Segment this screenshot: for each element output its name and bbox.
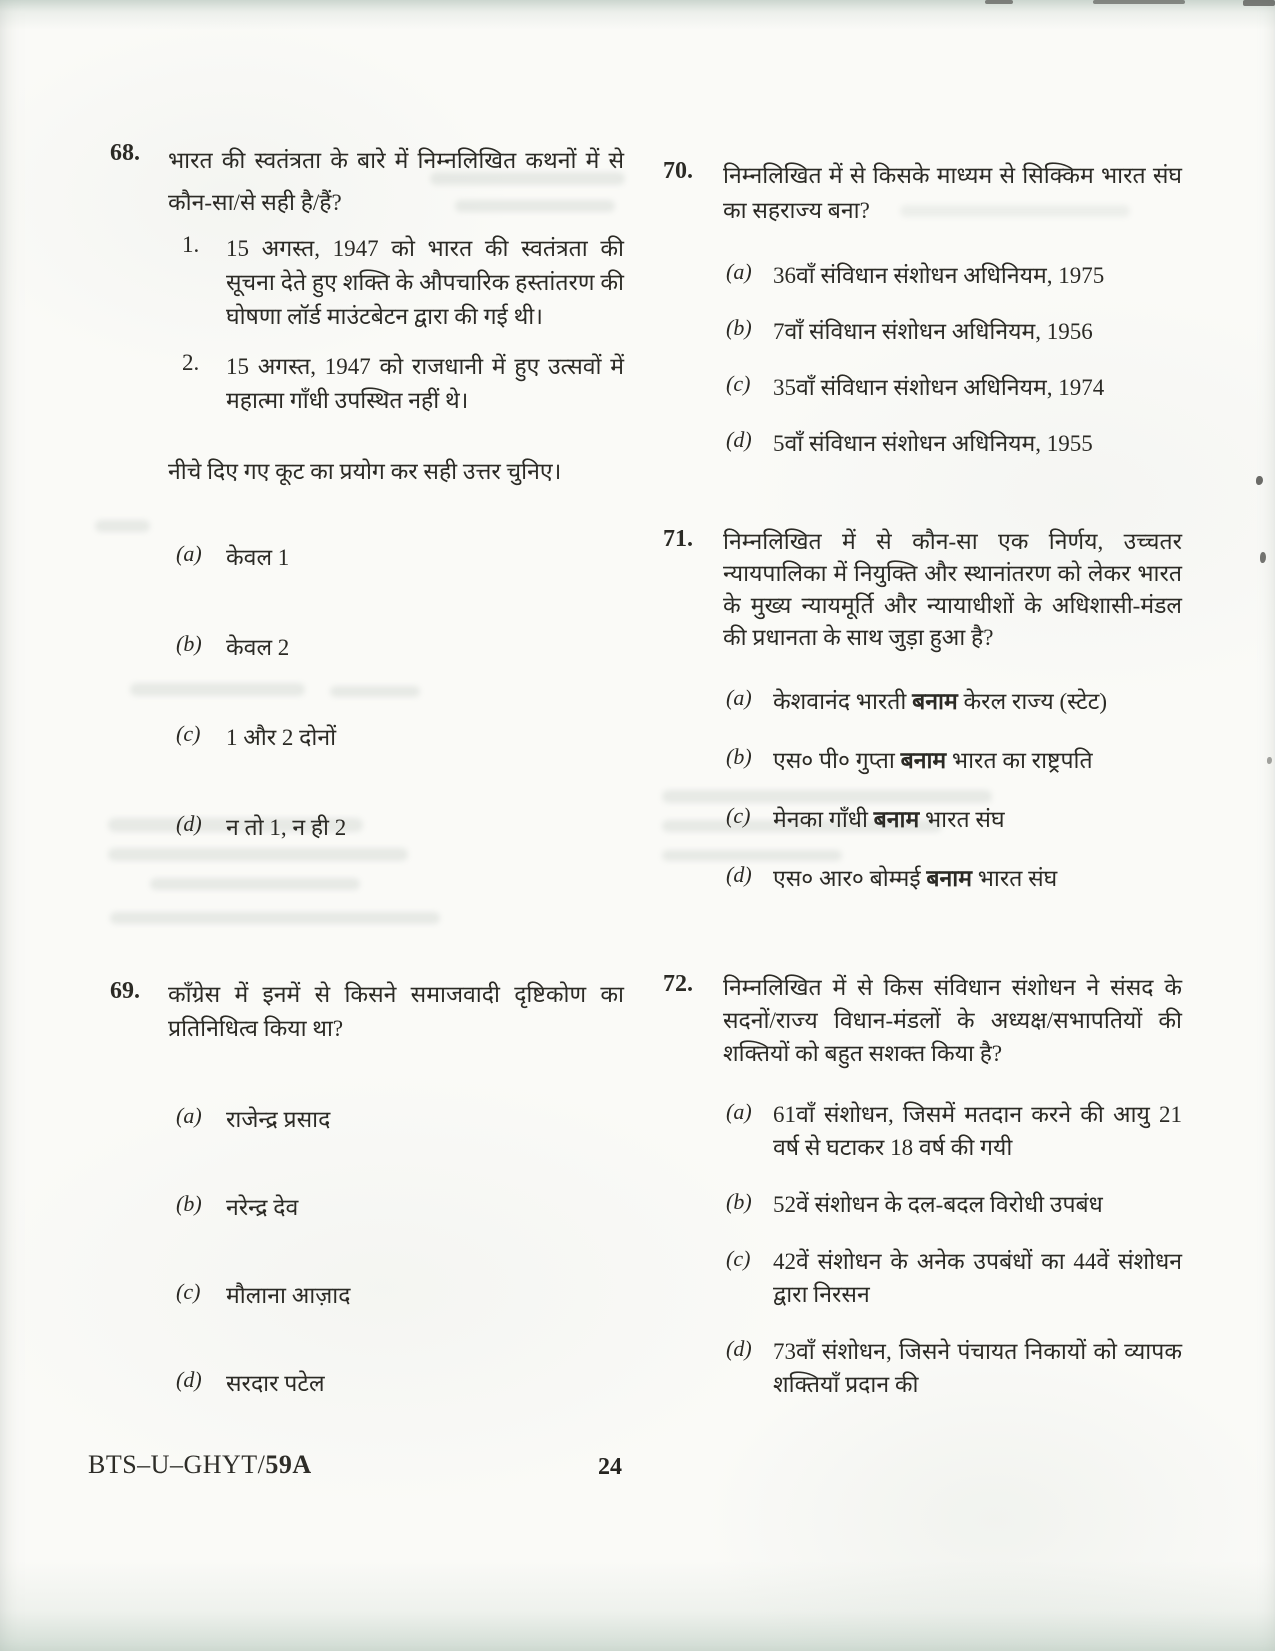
scan-artifact-speck bbox=[1267, 757, 1272, 764]
option-letter: (c) bbox=[726, 1246, 751, 1271]
option-d bbox=[726, 426, 1182, 461]
option-letter: (c) bbox=[176, 1279, 201, 1304]
statement-list bbox=[182, 232, 624, 418]
option-text: सरदार पटेल bbox=[226, 1371, 325, 1396]
option-text: राजेन्द्र प्रसाद bbox=[226, 1107, 331, 1132]
option-text: 35वाँ संविधान संशोधन अधिनियम, 1974 bbox=[773, 375, 1105, 400]
option-letter: (a) bbox=[176, 541, 202, 566]
case-respondent: केरल राज्य (स्टेट) bbox=[957, 689, 1107, 714]
question-68 bbox=[110, 140, 624, 900]
statement-row bbox=[182, 232, 624, 334]
bleed-through-smudge bbox=[110, 912, 440, 924]
option-text: 7वाँ संविधान संशोधन अधिनियम, 1956 bbox=[773, 319, 1093, 344]
case-respondent: भारत का राष्ट्रपति bbox=[946, 748, 1093, 773]
option-list bbox=[176, 1102, 624, 1401]
option-letter: (a) bbox=[726, 1099, 752, 1124]
option-text: न तो 1, न ही 2 bbox=[226, 815, 347, 840]
option-text bbox=[773, 743, 1093, 778]
case-respondent: भारत संघ bbox=[971, 866, 1058, 891]
option-letter: (a) bbox=[176, 1103, 202, 1128]
statement-row bbox=[182, 350, 624, 418]
statement-text: 15 अगस्त, 1947 को राजधानी में हुए उत्सवों में महात्मा गाँधी उपस्थित नहीं थे। bbox=[226, 354, 624, 413]
option-d bbox=[176, 1366, 624, 1401]
option-letter: (c) bbox=[726, 803, 751, 828]
option-text: 61वाँ संशोधन, जिसमें मतदान करने की आयु 21 वर्ष से घटाकर 18 वर्ष की गयी bbox=[773, 1102, 1182, 1160]
statement-text: 15 अगस्त, 1947 को भारत की स्वतंत्रता की सूचना देते हुए शक्ति के औपचारिक हस्तांतरण की घोषणा लॉर्ड माउंटबेटन द्वारा की गई थी। bbox=[226, 236, 624, 329]
statement-number: 2. bbox=[182, 350, 200, 375]
option-letter: (c) bbox=[176, 721, 201, 746]
option-letter: (b) bbox=[726, 744, 752, 769]
option-text: नरेन्द्र देव bbox=[226, 1195, 299, 1220]
option-text bbox=[773, 684, 1107, 719]
option-list bbox=[726, 258, 1182, 461]
versus-label: बनाम bbox=[926, 866, 972, 891]
option-text: केवल 2 bbox=[226, 635, 290, 660]
option-text: केवल 1 bbox=[226, 545, 290, 570]
question-number: 71. bbox=[663, 526, 693, 552]
option-c bbox=[726, 1245, 1182, 1311]
option-b bbox=[176, 1190, 624, 1225]
versus-label: बनाम bbox=[873, 807, 920, 832]
booklet-code bbox=[88, 1450, 312, 1480]
scan-artifact-dash bbox=[1093, 0, 1185, 4]
option-letter: (b) bbox=[726, 1189, 752, 1214]
question-number: 72. bbox=[663, 971, 693, 997]
question-70 bbox=[663, 158, 1182, 482]
option-letter: (d) bbox=[726, 862, 752, 887]
option-letter: (a) bbox=[726, 685, 752, 710]
scan-edge-top bbox=[0, 0, 1275, 30]
case-petitioner: एस० पी० गुप्ता bbox=[773, 748, 901, 773]
booklet-code-prefix: BTS–U–GHYT/ bbox=[88, 1450, 266, 1479]
option-d bbox=[726, 1335, 1182, 1401]
option-c bbox=[176, 1278, 624, 1313]
option-text: 73वाँ संशोधन, जिसने पंचायत निकायों को व्यापक शक्तियाँ प्रदान की bbox=[773, 1339, 1182, 1397]
question-71 bbox=[663, 526, 1182, 920]
option-letter: (c) bbox=[726, 371, 751, 396]
question-text: निम्नलिखित में से कौन-सा एक निर्णय, उच्चतर न्यायपालिका में नियुक्ति और स्थानांतरण को लेकर भारत के मुख्य न्यायमूर्ति और न्यायाधीशों के अधिशासी-मंडल की प्रधानता के साथ जुड़ा हुआ है? bbox=[723, 529, 1182, 650]
question-72 bbox=[663, 971, 1182, 1425]
option-letter: (d) bbox=[726, 427, 752, 452]
option-c bbox=[726, 370, 1182, 405]
option-list bbox=[726, 684, 1182, 896]
case-petitioner: केशवानंद भारती bbox=[773, 689, 913, 714]
case-petitioner: मेनका गाँधी bbox=[773, 807, 874, 832]
option-text: 5वाँ संविधान संशोधन अधिनियम, 1955 bbox=[773, 431, 1093, 456]
versus-label: बनाम bbox=[900, 748, 947, 773]
option-text: 52वें संशोधन के दल-बदल विरोधी उपबंध bbox=[773, 1192, 1103, 1217]
scan-edge-bottom bbox=[0, 1561, 1275, 1651]
option-text bbox=[773, 861, 1057, 896]
option-a bbox=[176, 1102, 624, 1137]
scan-artifact-dash bbox=[985, 0, 1013, 4]
versus-label: बनाम bbox=[912, 689, 958, 714]
scan-artifact-speck bbox=[1260, 552, 1266, 563]
option-b bbox=[726, 1188, 1182, 1221]
scan-artifact-speck bbox=[1256, 476, 1263, 485]
question-text: निम्नलिखित में से किस संविधान संशोधन ने संसद के सदनों/राज्य विधान-मंडलों के अध्यक्ष/सभापतियों की शक्तियों को बहुत सशक्त किया है? bbox=[723, 975, 1182, 1066]
option-list bbox=[726, 1098, 1182, 1401]
option-a bbox=[726, 258, 1182, 293]
option-d bbox=[726, 861, 1182, 896]
option-letter: (a) bbox=[726, 259, 752, 284]
option-text: 42वें संशोधन के अनेक उपबंधों का 44वें संशोधन द्वारा निरसन bbox=[773, 1249, 1182, 1307]
question-69 bbox=[110, 978, 624, 1454]
question-number: 70. bbox=[663, 158, 693, 184]
answer-code-instruction: नीचे दिए गए कूट का प्रयोग कर सही उत्तर चुनिए। bbox=[168, 459, 562, 484]
scan-artifact-dash bbox=[1243, 0, 1275, 6]
option-b bbox=[176, 630, 624, 665]
option-letter: (b) bbox=[176, 631, 202, 656]
statement-number: 1. bbox=[182, 232, 200, 257]
question-text: निम्नलिखित में से किसके माध्यम से सिक्किम भारत संघ का सहराज्य बना? bbox=[723, 163, 1182, 223]
case-petitioner: एस० आर० बोम्मई bbox=[773, 866, 927, 891]
option-letter: (b) bbox=[726, 315, 752, 340]
question-number: 68. bbox=[110, 140, 140, 166]
option-list bbox=[176, 540, 624, 845]
option-c bbox=[726, 802, 1182, 837]
option-b bbox=[726, 743, 1182, 778]
option-text bbox=[773, 802, 1005, 837]
booklet-code-series: 59A bbox=[265, 1450, 312, 1479]
option-d bbox=[176, 810, 624, 845]
option-b bbox=[726, 314, 1182, 349]
question-text: भारत की स्वतंत्रता के बारे में निम्नलिखित कथनों में से कौन-सा/से सही है/हैं? bbox=[168, 148, 624, 215]
option-letter: (d) bbox=[176, 1367, 202, 1392]
question-number: 69. bbox=[110, 978, 140, 1004]
case-respondent: भारत संघ bbox=[919, 807, 1005, 832]
option-a bbox=[176, 540, 624, 575]
option-letter: (b) bbox=[176, 1191, 202, 1216]
option-text: 36वाँ संविधान संशोधन अधिनियम, 1975 bbox=[773, 263, 1105, 288]
option-text: 1 और 2 दोनों bbox=[226, 725, 337, 750]
option-c bbox=[176, 720, 624, 755]
option-letter: (d) bbox=[726, 1336, 752, 1361]
option-a bbox=[726, 1098, 1182, 1164]
option-letter: (d) bbox=[176, 811, 202, 836]
option-a bbox=[726, 684, 1182, 719]
question-text: काँग्रेस में इनमें से किसने समाजवादी दृष्टिकोण का प्रतिनिधित्व किया था? bbox=[168, 982, 624, 1041]
option-text: मौलाना आज़ाद bbox=[226, 1283, 351, 1308]
page-number: 24 bbox=[598, 1454, 622, 1480]
